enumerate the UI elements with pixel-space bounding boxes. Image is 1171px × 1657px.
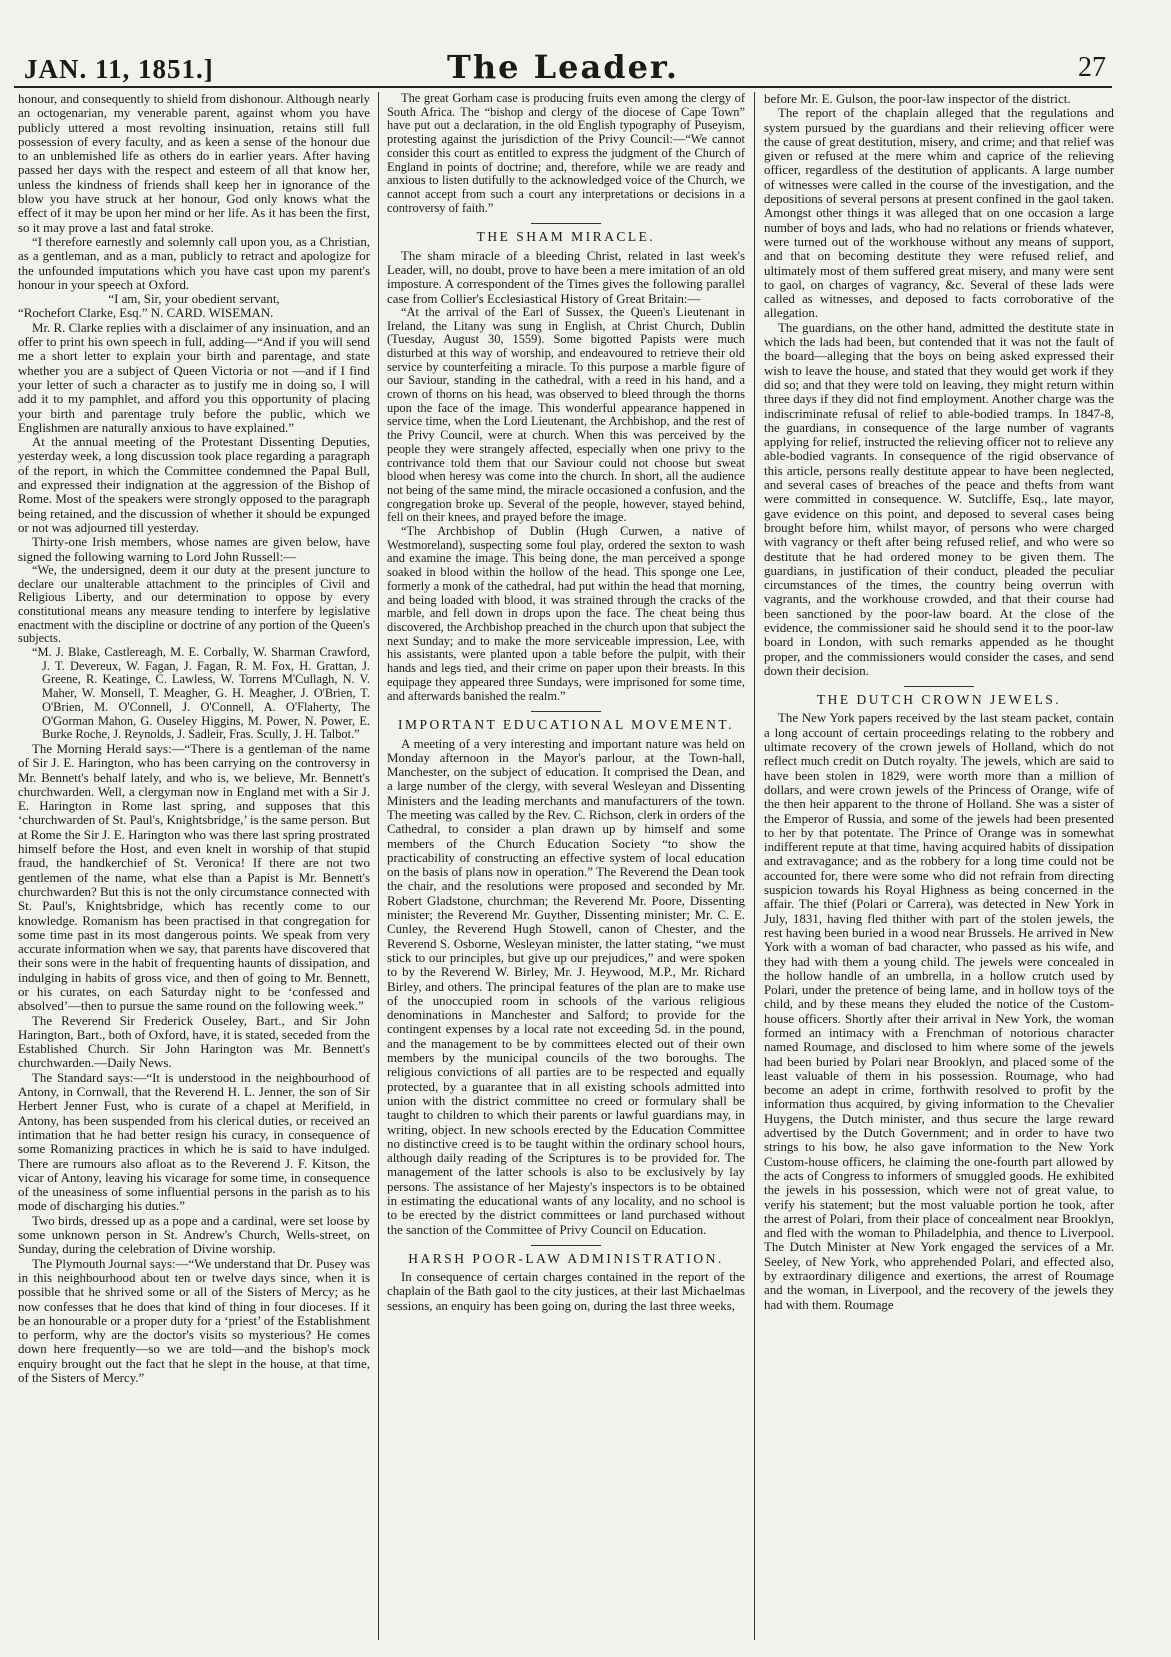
section-divider bbox=[531, 1245, 601, 1246]
paragraph: Mr. R. Clarke replies with a disclaimer of any insinuation, and an offer to print his own speech in full, adding—“And if you will send me a short letter to explain your birth and parentage, and state whether you are a subject of Queen Victoria or not —and if I find your letter of such a character as to justify me in doing so, I will add it to my pamphlet, and afford you this opportunity of placing your birth and parentage truly before the public, which we Englishmen are naturally anxious to have explained.” bbox=[18, 320, 370, 435]
paragraph: The Morning Herald says:—“There is a gentleman of the name of Sir J. E. Harington, who has been carrying on the controversy in Mr. Bennett's behalf lately, and who is, we believe, Mr. Bennett's churchwarden. Well, a clergyman now in England met with a Sir J. E. Harington in Rome last spring, and supposes that this ‘churchwarden of St. Paul's, Knightsbridge,’ is the same person. But at Rome the Sir J. E. Harington who was there last spring prostrated himself before the Host, and even knelt in worship of that stupid fraud, the handkerchief of St. Veronica! If there are not two gentlemen of the name, what else than a Papist is Mr. Bennett's churchwarden? But this is not the only circumstance connected with St. Paul's, Knightsbridge, which has recently come to our knowledge. Romanism has been practised in that congregation for some time past in its most dangerous points. We speak from very accurate information when we say, that parents have discovered that their sons were in the habit of frequenting haunts of dissipation, and indulging in habits of gross vice, and then of going to Mr. Bennett, or his curates, on each Saturday night to be ‘confessed and absolved’—then to pursue the same round on the following week.” bbox=[18, 741, 370, 1014]
paragraph: before Mr. E. Gulson, the poor-law inspector of the district. bbox=[764, 92, 1071, 106]
paragraph: At the annual meeting of the Protestant Dissenting Deputies, yesterday week, a long discussion took place regarding a paragraph of the report, in which the Committee condemned the Papal Bull, and expressed their indignation at the aggression of the Bishop of Rome. Most of the speakers were strongly opposed to the paragraph being retained, and the discussion of whether it should be expunged or not was adjourned till yesterday. bbox=[18, 435, 370, 535]
signature-line: “I am, Sir, your obedient servant, bbox=[108, 292, 280, 307]
issue-date: JAN. 11, 1851.] bbox=[24, 54, 214, 84]
section-heading: THE SHAM MIRACLE. bbox=[476, 229, 656, 245]
paragraph: In consequence of certain charges contained in the report of the chaplain of the Bath gaol to the city justices, at their last Michaelmas sessions, an enquiry has been going on, during the last three weeks, bbox=[387, 1270, 745, 1313]
section-divider bbox=[904, 686, 974, 687]
paragraph: honour, and consequently to shield from dishonour. Although nearly an octogenarian, my venerable parent, against whom you have publicly uttered a most revolting insinuation, retains still full possession of every faculty, and as keen a sense of the honour due to an unblemished life as others do in earlier years. After having passed her days with the respect and esteem of all that know her, unless the kindness of friends shall keep her in ignorance of the blow you have struck at her honour, God only knows what the effect of it may be upon her mind or her life. As it has been the first, so it may prove a last and fatal stroke. bbox=[18, 92, 370, 235]
paragraph: The Plymouth Journal says:—“We understand that Dr. Pusey was in this neighbourhood about ten or twelve days since, when it is possible that he shrived some or all of the Sisters of Mercy; as he now confesses that he does that kind of thing in four dioceses. If it be an honourable or a proper duty for a ‘priest’ of the Establishment to perform, why are the doctor's visits so mysterious? He comes down here frequently—so we are told—and the bishop's mock enquiry brought out the fact that he slept in the house, at that time, of the Sisters of Mercy.” bbox=[18, 1256, 370, 1385]
section-heading: HARSH POOR-LAW ADMINISTRATION. bbox=[408, 1250, 724, 1266]
quoted-paragraph: “We, the undersigned, deem it our duty at the present juncture to declare our unalterable attachment to the principles of Civil and Religious Liberty, and our determination to oppose by every constitutional means any measure tending to interfere by legislative enactment with the discipline or doctrine of any portion of the Queen's subjects. bbox=[18, 562, 370, 646]
section-divider bbox=[531, 711, 601, 712]
paragraph: The report of the chaplain alleged that the regulations and system pursued by the guardians and their relieving officer were the cause of great destitution, misery, and crime; and that relief was given or refused at the mere whim and caprice of the relieving officer, regardless of the destitution of applicants. A large number of witnesses were called in the course of the investigation, and the depositions of several persons at present confined in the gaol taken. Amongst other things it was alleged that on one occasion a large number of boys and lads, who had no relations or friends whatever, were turned out of the workhouse without any means of support, and that on becoming destitute they were refused relief, and ultimately most of them suffered great misery, and many were sent to gaol, on charges of vagrancy, &c. Several of these lads were called as witnesses, and deposed to facts corroborative of the allegation. bbox=[764, 106, 1114, 321]
column-1 bbox=[18, 92, 370, 1640]
paragraph: The Reverend Sir Frederick Ouseley, Bart., and Sir John Harington, Bart., both of Oxford, have, it is stated, seceded from the Established Church. Sir John Harington was Mr. Bennett's churchwarden.—Daily News. bbox=[18, 1013, 370, 1071]
paragraph: “I therefore earnestly and solemnly call upon you, as a Christian, as a gentleman, and as a man, publicly to retract and apologize for the unfounded imputations which you have cast upon my parent's honour in your speech at Oxford. bbox=[18, 234, 370, 292]
column-3 bbox=[764, 92, 1114, 1640]
paragraph: The great Gorham case is producing fruits even among the clergy of South Africa. The “bishop and clergy of the diocese of Cape Town” have put out a declaration, in the old English typography of Puseyism, protesting against the jurisdiction of the Privy Council:—“We cannot consider this court as entitled to express the judgment of the Church of England in points of doctrine; and, therefore, while we are ready and anxious to listen dutifully to the acknowledged voice of the Church, we cannot accept from such a court any interpretations or decisions in a controversy of faith.” bbox=[387, 92, 745, 215]
quoted-paragraph: “The Archbishop of Dublin (Hugh Curwen, a native of Westmoreland), suspecting some foul play, ordered the sexton to wash and examine the image. This being done, the man perceived a sponge soaked in blood within the hollow of the head. This sponge one Lee, formerly a monk of the cathedral, had put within the head that morning, and being loaded with blood, it was strained through the cracks of the marble, and fell down in drops upon the face. The cheat being thus discovered, the Archbishop preached in the church upon that subject the next Sunday; and to make the more serviceable impression, Lee, with his assistants, were planted upon a table before the pulpit, with their hands and legs tied, and their crime on paper upon their breasts. In this equipage they appeared three Sundays, were imprisoned for some time, and afterwards banished the realm.” bbox=[387, 524, 745, 703]
masthead-title: The Leader. bbox=[447, 48, 679, 86]
paragraph: The guardians, on the other hand, admitted the destitute state in which the lads had been, but contended that it was not the fault of the board—alleging that the boys on being asked expressed their wish to leave the house, and stated that they would get work if they did so; and that they were told on leaving, they might return within three days if they did not find employment. Another charge was the indiscriminate refusal of relief to able-bodied tramps. In 1847-8, the guardians, in consequence of the large number of vagrants applying for relief, instructed the relieving officer not to relieve any able-bodied vagrants. In consequence of the rigid observance of this article, persons really destitute appear to have been neglected, and several cases of breaches of the peace and thefts from want were committed in consequence. W. Sutcliffe, Esq., late mayor, gave evidence on this point, and deposed to several cases being brought before him, whilst mayor, of persons who were charged with vagrancy or theft after being refused relief, and who were so destitute that he had ordered money to be given them. The guardians, in justification of their conduct, pleaded the peculiar circumstances of the times, the country being overrun with vagrants, and the workhouse crowded, and that their course had been sanctioned by the poor-law board. At the close of the evidence, the commissioner said he should send it to the poor-law board in London, with such remarks appended as he thought proper, and the commissioners would consider the cases, and send down their decision. bbox=[764, 320, 1114, 678]
quoted-paragraph: “At the arrival of the Earl of Sussex, the Queen's Lieutenant in Ireland, the Litany was sung in English, at Christ Church, Dublin (Tuesday, August 30, 1559). Some bigotted Papists were much disturbed at this way of worship, and endeavoured to retrieve their old service by counterfeiting a miracle. To this purpose a marble figure of our Saviour, standing in the cathedral, with a reed in his hand, and a crown of thorns on his head, was observed to bleed through the thorns upon the face of the image. This wonderful appearance happened in service time, when the Lord Lieutenant, the Archbishop, and the rest of the Privy Council, were at church. When this was perceived by the people they were strangely affected, especially when one privy to the contrivance told them that our Saviour could not choose but sweat blood when heresy was come into the church. In short, all the audience not being of the same mind, the miracle occasioned a confusion, and the congregation broke up. Several of the people, however, stayed behind, fell on their knees, and prayed before the image. bbox=[387, 304, 745, 525]
column-rule bbox=[378, 92, 379, 1640]
paragraph: The sham miracle of a bleeding Christ, related in last week's Leader, will, no doubt, prove to have been a mere imitation of an old imposture. A correspondent of the Times gives the following parallel case from Collier's Ecclesiastical History of Great Britain:— bbox=[387, 248, 745, 306]
page-number: 27 bbox=[1078, 52, 1106, 83]
signatory-list: “M. J. Blake, Castlereagh, M. E. Corbally, W. Sharman Crawford, J. T. Devereux, W. Fagan, J. Fagan, R. M. Fox, H. Grattan, J. Greene, R. Keatinge, C. Lawless, W. Torrens M'Cullagh, N. V. Maher, W. Monsell, T. Meagher, G. H. Meagher, J. O'Brien, T. O'Brien, M. O'Connell, J. O'Connell, A. O'Flaherty, The O'Gorman Mahon, G. Ouseley Higgins, M. Power, N. Power, E. Burke Roche, J. Reynolds, J. Sadleir, Fras. Scully, J. H. Talbot.” bbox=[32, 645, 370, 742]
section-heading: THE DUTCH CROWN JEWELS. bbox=[816, 692, 1062, 708]
section-divider bbox=[531, 223, 601, 224]
paragraph: Two birds, dressed up as a pope and a cardinal, were set loose by some unknown person in St. Andrew's Church, Wells-street, on Sunday, during the celebration of Divine worship. bbox=[18, 1213, 370, 1257]
paragraph: A meeting of a very interesting and important nature was held on Monday afternoon in the Mayor's parlour, at the Town-hall, Manchester, on the subject of education. It comprised the Dean, and a large number of the clergy, with several Wesleyan and Dissenting Ministers and the leading merchants and manufacturers of the town. The meeting was called by the Rev. C. Richson, clerk in orders of the Cathedral, to consider a plan drawn up by himself and some members of the Church Education Society “to show the practicability of constructing an effective system of local education on the basis of plans now in operation.” The Reverend the Dean took the chair, and the resolutions were proposed and seconded by Mr. Robert Gladstone, churchman; the Reverend Mr. Poore, Dissenting minister; the Reverend Mr. Guyther, Dissenting minister; Mr. C. E. Cunley, the Reverend Hugh Stowell, canon of Chester, and the Reverend S. Osborne, Wesleyan minister, the latter stating, “we must stick to our principles, but give up our prejudices,” and were spoken to by the Reverend W. Birley, Mr. J. Heywood, M.P., Mr. Richard Birley, and others. The principal features of the plan are to make use of the unoccupied room in schools of the various religious denominations in Manchester and Salford; to provide for the contingent expenses by a local rate not exceeding 5d. in the pound, and the management to be by committees elected out of their own members by the municipal councils of the two boroughs. The religious convictions of all parties are to be respected and equally protected, by a guarantee that in all existing schools admitted into union with the district committee no creed or formulary shall be taught to children to which their parents or lawful guardians may, in writing, object. In new schools erected by the Education Committee no distinctive creed is to be taught within the ordinary school hours, although daily reading of the Scriptures is to be provided for. The management of the latter schools is also to be exclusively by lay persons. The assistance of her Majesty's inspectors is to be obtained in estimating the educational wants of any locality, and no school is to be erected by the district committees or land purchased without the sanction of the Committee of Privy Council on Education. bbox=[387, 736, 745, 1237]
signature-line: “Rochefort Clarke, Esq.” N. CARD. WISEMAN. bbox=[18, 306, 274, 321]
paragraph: The New York papers received by the last steam packet, contain a long account of certain proceedings relating to the robbery and ultimate recovery of the crown jewels of Holland, which do not reflect much credit on Dutch royalty. The jewels, which are said to have been stolen in 1829, were worth more than a million of dollars, and were crown jewels of the Princess of Orange, wife of the then heir apparent to the throne of Holland. She was a sister of the Emperor of Russia, and some of the jewels had been presented to her by that potentate. The Prince of Orange was in somewhat indifferent repute at that time, having acquired habits of dissipation and extravagance; and as the robbery for a long time could not be accounted for, there were some who did not refrain from directing suspicion towards his Royal Highness as being concerned in the affair. The thief (Polari or Carrera), was detected in New York in July, 1831, having fled thither with part of the stolen jewels, the rest having been buried in a wood near Brussels. He arrived in New York with a woman of bad character, who passed as his wife, and they had with them a young child. The jewels were concealed in the hollow handle of an umbrella, in a hollow crutch used by Polari, under the pretence of being lame, and in hollow toys of the child, and by these means they eluded the notice of the Custom-house officers. Shortly after their arrival in New York, the woman formed an intimacy with a Frenchman of notorious character named Roumage, and disclosed to him where some of the jewels had been buried by Polari near Brooklyn, and placed some of the least valuable of them in his possession. Roumage, who had become an adept in crime, forthwith resolved to profit by the information thus acquired, by giving information to the Chevalier Huygens, the Dutch minister, and thus secure the large reward advertised by the Dutch Government; and in order to have two strings to his bow, he also gave information to the New York Custom-house officers, he claiming the one-fourth part allowed by the acts of Congress to informers of smuggled goods. He exhibited the jewels in his possession, which were not of great value, to verify his statement; but the most valuable portion he took, after the arrest of Polari, from their place of concealment near Brooklyn, and fled with the woman to Philadelphia, and thence to Liverpool. The Dutch Minister at New York engaged the services of a Mr. Seeley, of New York, who apprehended Polari, and effected also, by extraordinary diligence and exertions, the arrest of Roumage and the woman, in Liverpool, and the recovery of the jewels they had with them. Roumage bbox=[764, 711, 1114, 1312]
section-heading: IMPORTANT EDUCATIONAL MOVEMENT. bbox=[398, 717, 734, 733]
page-header bbox=[14, 28, 1112, 88]
column-rule bbox=[754, 92, 755, 1640]
paragraph: Thirty-one Irish members, whose names are given below, have signed the following warning to Lord John Russell:— bbox=[18, 535, 370, 564]
paragraph: The Standard says:—“It is understood in the neighbourhood of Antony, in Cornwall, that the Reverend H. L. Jenner, the son of Sir Herbert Jenner Fust, who is curate of a chapel at Merifield, in Antony, has been suspended from his clerical duties, or received an intimation that he had better resign his curacy, in consequence of some Romanizing practices in which he is said to have indulged. There are rumours also afloat as to the Reverend J. F. Kitson, the vicar of Antony, leaving his vicarage for some time, in consequence of the uneasiness of some influential persons in the parish as to his mode of discharging his duties.” bbox=[18, 1070, 370, 1214]
column-2 bbox=[387, 92, 745, 1640]
